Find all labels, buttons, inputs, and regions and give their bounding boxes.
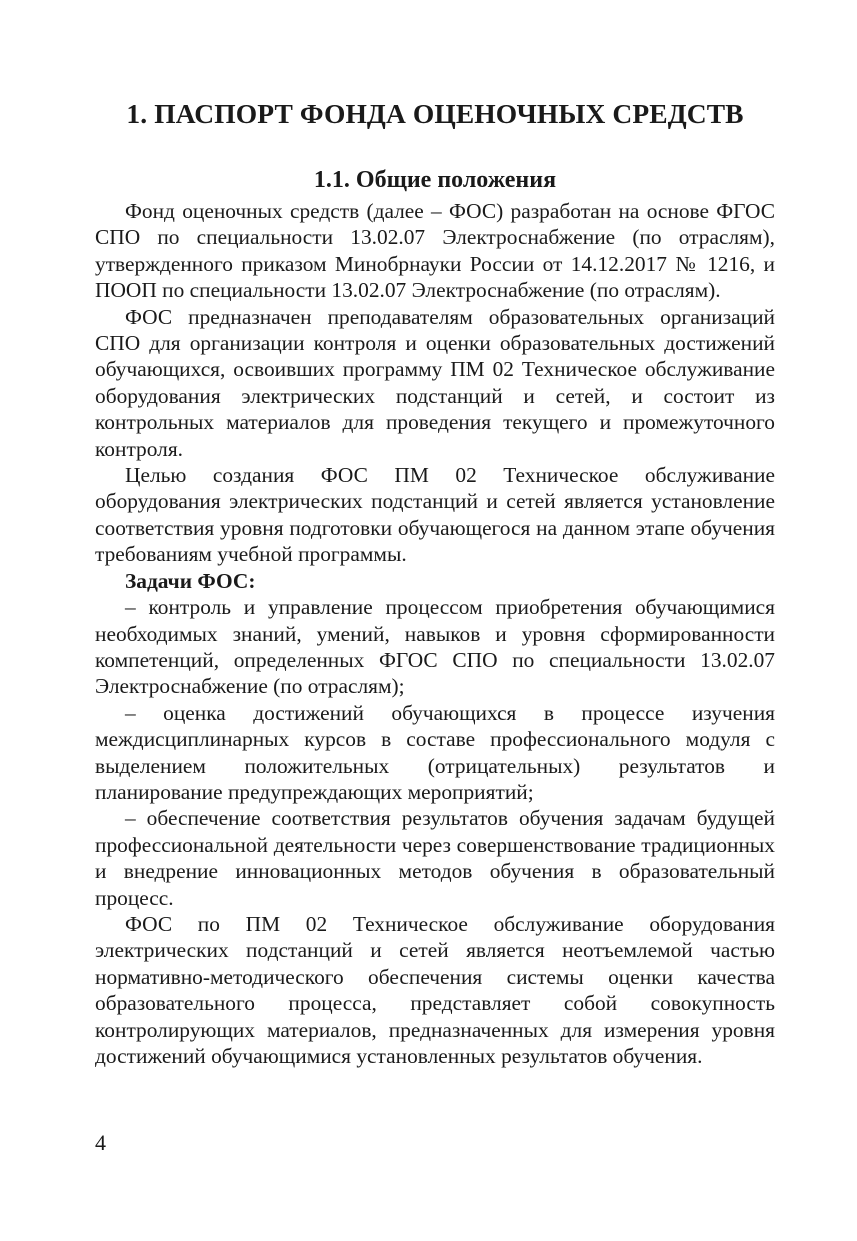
task-item: – контроль и управление процессом приобретения обучающимися необходимых знаний, умений, навыков и уровня сформированности компетенций, определенных ФГОС СПО по специальности 13.02.07 Электроснабжение (по отраслям); — [95, 595, 775, 699]
paragraph-goal: Целью создания ФОС ПМ 02 Техническое обслуживание оборудования электрических подстанций и сетей является установление соответствия уровня подготовки обучающегося на данном этапе обучения требованиям учебной программы. — [95, 463, 775, 567]
document-page — [95, 92, 775, 1069]
task-item: – обеспечение соответствия результатов обучения задачам будущей профессиональной деятельности через совершенствование традиционных и внедрение инновационных методов обучения в образовательный процесс. — [95, 806, 775, 910]
page-number: 4 — [95, 1130, 106, 1155]
paragraph-closing: ФОС по ПМ 02 Техническое обслуживание оборудования электрических подстанций и сетей является неотъемлемой частью нормативно-методического обеспечения системы оценки качества образовательного процесса, представляет собой совокупность контролирующих материалов, предназначенных для измерения уровня достижений обучающимися установленных результатов обучения. — [95, 911, 775, 1068]
section-title: 1. ПАСПОРТ ФОНДА ОЦЕНОЧНЫХ СРЕДСТВ — [126, 98, 744, 129]
tasks-heading: Задачи ФОС: — [125, 568, 256, 593]
task-item: – оценка достижений обучающихся в процессе изучения междисциплинарных курсов в составе профессионального модуля с выделением положительных (отрицательных) результатов и планирование предупреждающих мероприятий; — [95, 700, 775, 804]
subsection-title: 1.1. Общие положения — [313, 167, 557, 193]
paragraph-purpose: ФОС предназначен преподавателям образовательных организаций СПО для организации контроля и оценки образовательных достижений обучающихся, освоивших программу ПМ 02 Техническое обслуживание оборудования электрических подстанций и сетей, и состоит из контрольных материалов для проведения текущего и промежуточного контроля. — [95, 304, 775, 461]
paragraph-intro: Фонд оценочных средств (далее – ФОС) разработан на основе ФГОС СПО по специальности 13.02.07 Электроснабжение (по отраслям), утвержденного приказом Минобрнауки России от 14.12.2017 № 1216, и ПООП по специальности 13.02.07 Электроснабжение (по отраслям). — [95, 199, 775, 303]
